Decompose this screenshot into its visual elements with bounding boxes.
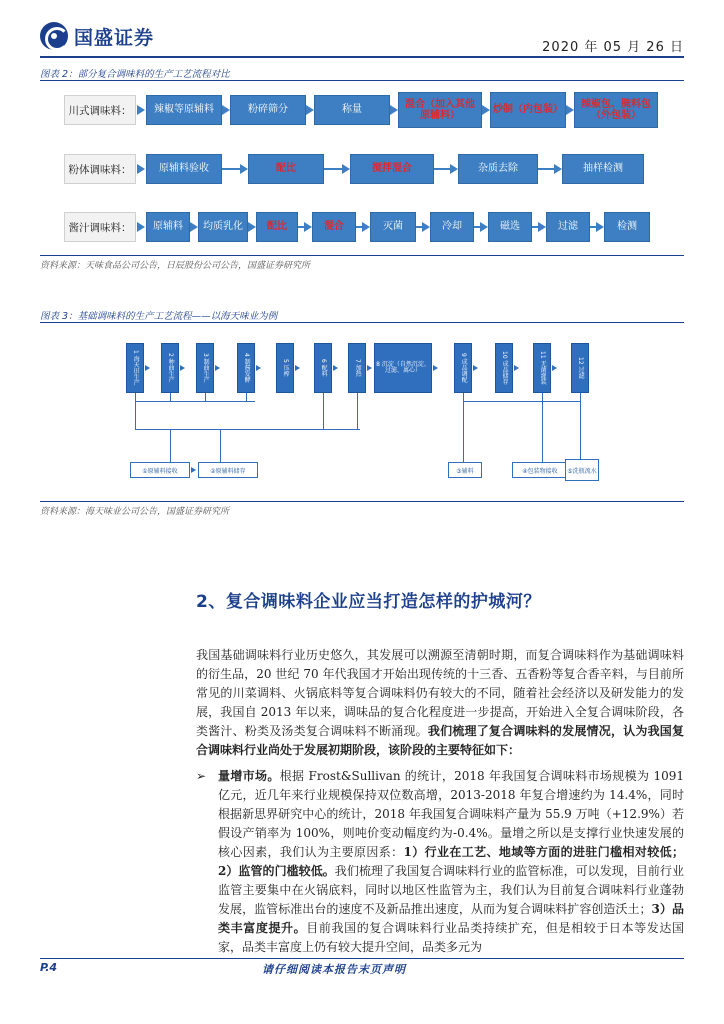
process-step: 1 海天田生产 (126, 343, 144, 393)
arrow-icon (191, 467, 196, 473)
arrow-icon (180, 365, 185, 371)
connector-line (542, 393, 543, 463)
flow-step: 磁选 (488, 212, 532, 242)
bullet-lead: 量增市场。 (218, 769, 280, 783)
figure3-caption-divider (40, 322, 684, 323)
connector-line (220, 429, 221, 462)
arrow-icon (137, 222, 145, 232)
bullet-point: 3）品类丰富度提升。 (218, 902, 684, 935)
process-step: 9 成品调配 (454, 343, 472, 393)
flow-step: 混合（加入其他原辅料） (398, 92, 482, 128)
arrow-icon (482, 105, 490, 115)
body-paragraph (196, 646, 684, 760)
bullet-icon: ➢ (196, 769, 207, 783)
report-date: 2020 年 05 月 26 日 (542, 40, 684, 55)
arrow-icon (256, 365, 261, 371)
arrow-icon (137, 164, 145, 174)
bullet-paragraph (218, 767, 684, 957)
figure2-caption-divider (40, 80, 684, 81)
process-step: 2 种曲生产 (161, 343, 179, 393)
arrow-icon (222, 105, 230, 115)
input-box: ②原辅料储存 (198, 462, 258, 478)
input-box: ④包装物接收 (512, 462, 568, 478)
arrow-icon (362, 222, 370, 232)
company-name: 国盛证券 (74, 26, 155, 49)
connector-line (580, 393, 581, 463)
connector-line (222, 168, 242, 170)
flow-row-label: 川式调味料： (64, 95, 136, 125)
bullet-text: 根据 Frost&Sullivan 的统计，2018 年我国复合调味料市场规模为 1091 亿元，近几年来行业规模保持双位数高增，2013-2018 年复合增速约为 14.4%，同时根据新思界研究中心的统计，2018 年我国复合调味料产量为 55.9 万吨（+12.9%）若假设产销率为 100%，则吨价变动幅度约为-0.4%。量增之所以是支撑行业快速发展的核心因素，我们认为主要原因系： (218, 769, 684, 859)
flow-step: 检测 (604, 212, 650, 242)
arrow-icon (422, 222, 430, 232)
arrow-icon (390, 105, 398, 115)
connector-line (135, 393, 136, 401)
connector-line (463, 393, 464, 463)
footer-divider (40, 958, 684, 959)
flow-step: 配比 (256, 212, 298, 242)
arrow-icon (554, 164, 562, 174)
input-box: ⑤洗瓶流水 (565, 459, 599, 481)
connector-line (170, 393, 171, 401)
arrow-icon (473, 365, 478, 371)
arrow-icon (248, 222, 256, 232)
arrow-icon (304, 222, 312, 232)
process-step: 4 制酱发酵 (237, 343, 255, 393)
arrow-icon (596, 222, 604, 232)
arrow-icon (342, 164, 350, 174)
arrow-icon (538, 222, 546, 232)
flow-step: 抽样检测 (562, 154, 644, 184)
connector-line (323, 393, 324, 429)
connector-line (463, 401, 580, 402)
company-logo-icon (40, 22, 68, 50)
bullet-text: 目前我国的复合调味料行业品类持续扩充，但是相较于日本等发达国家，品类丰富度上仍有较大提升空间，品类多元为 (218, 921, 684, 954)
flow-step: 冷却 (430, 212, 474, 242)
flow-row-sauce (64, 208, 664, 246)
arrow-icon (433, 365, 438, 371)
connector-line (170, 429, 171, 462)
flow-row-sichuan (64, 91, 664, 129)
figure2-bottom-divider (40, 255, 684, 256)
process-step: 10 成品储存 (495, 343, 513, 393)
connector-line (135, 429, 360, 430)
process-step: 8 沉淀（自然沉淀、过滤、离心） (374, 343, 432, 393)
process-step: 5 压榨 (276, 343, 294, 393)
arrow-icon (367, 365, 372, 371)
header-divider (40, 56, 684, 58)
bullet-point: 1）行业在工艺、地域等方面的进驻门槛相对较低；2）监管的门槛较低。 (218, 845, 684, 878)
arrow-icon (240, 164, 248, 174)
flow-step: 辣椒包、腌料包（外包装） (574, 92, 658, 128)
connector-line (135, 401, 136, 429)
arrow-icon (480, 222, 488, 232)
process-step: 11 无菌灌装 (533, 343, 551, 393)
flow-step: 过滤 (546, 212, 590, 242)
figure2-source: 资料来源：天味食品公司公告，日辰股份公司公告，国盛证券研究所 (40, 261, 311, 271)
flow-row-powder (64, 150, 664, 188)
arrow-icon (306, 105, 314, 115)
figure3-caption: 图表 3：基础调味料的生产工艺流程——以海天味业为例 (40, 311, 278, 322)
figure3-source: 资料来源：海天味业公司公告，国盛证券研究所 (40, 507, 230, 517)
process-step: 6 配料 (314, 343, 332, 393)
flow-step: 原辅料验收 (146, 154, 222, 184)
section-title: 2、复合调味料企业应当打造怎样的护城河？ (196, 592, 541, 612)
flow-step: 均质乳化 (198, 212, 248, 242)
flow-row-label: 酱汁调味料： (64, 212, 136, 242)
input-box: ①原辅料接收 (130, 462, 190, 478)
process-step: 7 加热 (348, 343, 366, 393)
company-logo (40, 22, 154, 50)
arrow-icon (137, 105, 145, 115)
arrow-icon (552, 365, 557, 371)
figure3-process-diagram (120, 333, 600, 493)
flow-step: 炒制（内包装） (490, 92, 566, 128)
figure3-bottom-divider (40, 501, 684, 502)
paragraph-bold-text: 我们梳理了复合调味料的发展情况，认为我国复合调味料行业尚处于发展初期阶段，该阶段的主要特征如下： (196, 724, 684, 757)
flow-row-label: 粉体调味料： (64, 154, 136, 184)
flow-step: 灭菌 (370, 212, 416, 242)
arrow-icon (145, 365, 150, 371)
arrow-icon (566, 105, 574, 115)
arrow-icon (450, 164, 458, 174)
process-step: 12 过滤 (571, 343, 589, 393)
flow-step: 杂质去除 (458, 154, 538, 184)
page-number: P.4 (40, 961, 58, 974)
arrow-icon (190, 222, 198, 232)
connector-line (246, 393, 247, 401)
flow-step: 配比 (248, 154, 324, 184)
bullet-text: 我们梳理了我国复合调味料行业的监管标准，可以发现，目前行业监管主要集中在火锅底料，同时以地区性监管为主，我们认为目前复合调味料行业蓬勃发展，监管标准出台的速度不及新品推出速度，从而为复合调味料扩容创造沃土； (218, 864, 684, 916)
process-step: 3 制曲生产 (196, 343, 214, 393)
flow-step: 称量 (314, 95, 390, 125)
arrow-icon (215, 365, 220, 371)
flow-step: 粉碎筛分 (230, 95, 306, 125)
arrow-icon (295, 365, 300, 371)
input-box: ③辅料 (448, 462, 482, 478)
arrow-icon (333, 365, 338, 371)
flow-step: 搅拌混合 (350, 154, 434, 184)
paragraph-text: 我国基础调味料行业历史悠久，其发展可以溯源至清朝时期，而复合调味料作为基础调味料的衍生品，20 世纪 70 年代我国才开始出现传统的十三香、五香粉等复合香辛料，与目前所常见的川菜调料、火锅底料等复合调味料仍有较大的不同，随着社会经济以及研发能力的发展，我国自 2013 年以来，调味品的复合化程度进一步提高，开始进入全复合调味阶段，各类酱汁、粉类及汤类复合调味料不断涌现。 (196, 648, 684, 738)
figure2-caption: 图表 2：部分复合调味料的生产工艺流程对比 (40, 69, 230, 80)
flow-step: 辣椒等原辅料 (146, 95, 222, 125)
connector-line (205, 393, 206, 401)
arrow-icon (514, 365, 519, 371)
connector-line (324, 168, 344, 170)
connector-line (357, 393, 358, 429)
connector-line (135, 401, 255, 402)
footer-disclaimer: 请仔细阅读本报告末页声明 (262, 963, 406, 976)
flow-step: 原辅料 (146, 212, 190, 242)
flow-step: 混合 (312, 212, 356, 242)
